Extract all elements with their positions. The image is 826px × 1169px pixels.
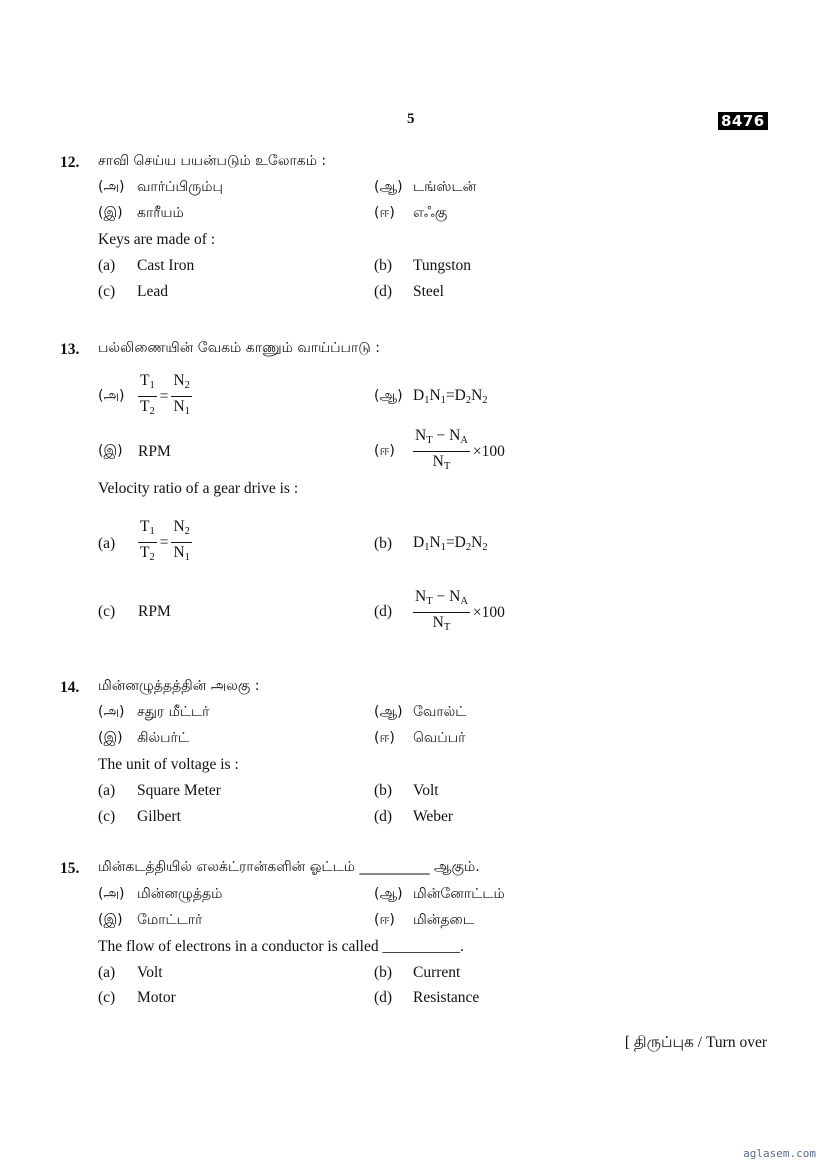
option-label: (ஈ) (374, 912, 395, 928)
option-label: (அ) (98, 886, 125, 902)
option-label: (a) (98, 964, 116, 981)
option-label: (ஈ) (374, 730, 395, 746)
option-label: (b) (374, 535, 393, 552)
option-label: (அ) (98, 388, 125, 404)
option-label: (d) (374, 808, 393, 825)
tamil-question: மின்கடத்தியில் எலக்ட்ரான்களின் ஓட்டம் __________ ஆகும். (98, 859, 480, 875)
option-text: எஃகு (413, 205, 448, 221)
option-label: (இ) (98, 912, 123, 928)
option-label: (இ) (98, 443, 123, 459)
formula-slip: $\frac{N_T - N_A}{N_T}$ ×100 (415, 588, 505, 633)
option-text: மோட்டார் (137, 912, 203, 928)
option-label: (ஆ) (374, 388, 403, 404)
option-label: (ஆ) (374, 179, 403, 195)
option-label: (இ) (98, 730, 123, 746)
option-text: Resistance (413, 989, 480, 1006)
question-number: 13. (60, 341, 80, 358)
option-label: (b) (374, 782, 393, 799)
turn-over-note: [ திருப்புக / Turn over (624, 1034, 767, 1051)
option-label: (a) (98, 782, 116, 799)
english-question: The flow of electrons in a conductor is called __________. (98, 938, 464, 955)
option-label: (ஈ) (374, 443, 395, 459)
option-text: வோல்ட் (413, 704, 467, 720)
option-text: மின்னோட்டம் (413, 886, 505, 902)
option-text: Volt (137, 964, 163, 981)
option-text: Volt (413, 782, 439, 799)
option-text: மின்தடை (413, 912, 474, 928)
option-text: வார்ப்பிரும்பு (137, 179, 223, 195)
option-text: RPM (138, 603, 171, 620)
formula-ratio: $\frac{T_1}{T_2}$ = $\frac{N_2}{N_1}$ (140, 518, 190, 563)
option-text: Steel (413, 283, 444, 300)
paper-code: 8476 (718, 112, 768, 130)
option-label: (c) (98, 283, 116, 300)
option-label: (a) (98, 535, 116, 552)
option-label: (இ) (98, 205, 123, 221)
option-text: டங்ஸ்டன் (413, 179, 477, 195)
option-text: சதுர மீட்டர் (137, 704, 210, 720)
option-text: கில்பர்ட் (137, 730, 189, 746)
option-label: (ஆ) (374, 886, 403, 902)
option-label: (c) (98, 603, 116, 620)
tamil-question: மின்னழுத்தத்தின் அலகு : (98, 678, 260, 694)
option-label: (d) (374, 283, 393, 300)
formula-product: $D_1N_1=D_2N_2$ (413, 387, 488, 406)
option-text: Lead (137, 283, 168, 300)
option-label: (c) (98, 989, 116, 1006)
english-question: The unit of voltage is : (98, 756, 239, 773)
option-label: (d) (374, 989, 393, 1006)
question-number: 12. (60, 154, 80, 171)
option-text: Gilbert (137, 808, 181, 825)
page-number: 5 (407, 111, 415, 127)
option-label: (அ) (98, 179, 125, 195)
tamil-question: சாவி செய்ய பயன்படும் உலோகம் : (98, 153, 327, 169)
option-text: Cast Iron (137, 257, 195, 274)
option-text: மின்னழுத்தம் (137, 886, 223, 902)
option-label: (அ) (98, 704, 125, 720)
question-number: 14. (60, 679, 80, 696)
option-label: (ஆ) (374, 704, 403, 720)
question-number: 15. (60, 860, 80, 877)
formula-ratio: $\frac{T_1}{T_2}$ = $\frac{N_2}{N_1}$ (140, 372, 190, 417)
option-label: (ஈ) (374, 205, 395, 221)
option-label: (b) (374, 257, 393, 274)
option-label: (b) (374, 964, 393, 981)
option-label: (c) (98, 808, 116, 825)
watermark: aglasem.com (743, 1147, 816, 1160)
option-label: (d) (374, 603, 393, 620)
option-text: Weber (413, 808, 454, 825)
option-text: Motor (137, 989, 176, 1006)
option-text: Tungston (413, 257, 472, 274)
option-text: RPM (138, 443, 171, 460)
tamil-question: பல்லிணையின் வேகம் காணும் வாய்ப்பாடு : (98, 340, 380, 356)
formula-product: $D_1N_1=D_2N_2$ (413, 534, 488, 553)
option-text: காரீயம் (137, 205, 184, 221)
english-question: Velocity ratio of a gear drive is : (98, 480, 299, 497)
english-question: Keys are made of : (98, 231, 216, 248)
option-text: வெப்பர் (413, 730, 466, 746)
formula-slip: $\frac{N_T - N_A}{N_T}$ ×100 (415, 427, 505, 472)
option-text: Square Meter (137, 782, 221, 799)
option-text: Current (413, 964, 461, 981)
option-label: (a) (98, 257, 116, 274)
